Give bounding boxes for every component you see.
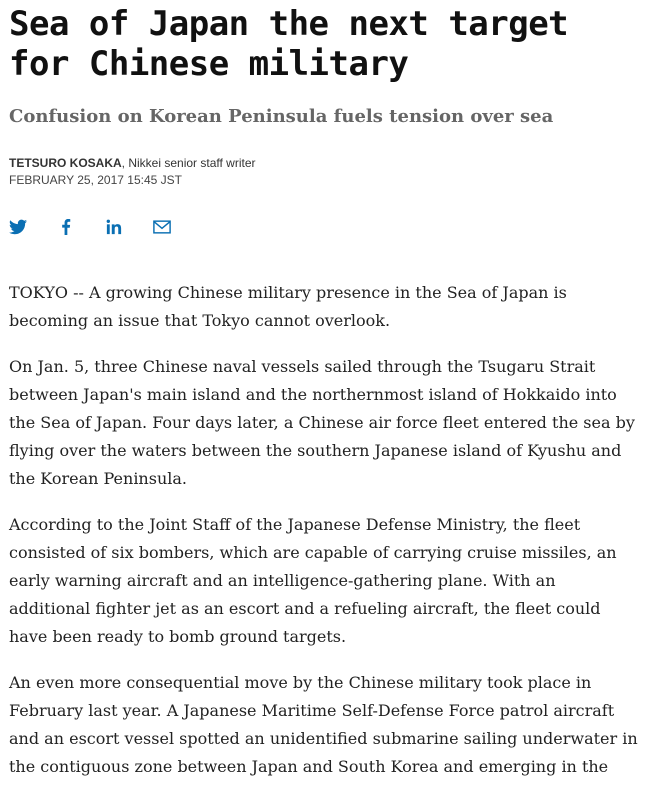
author-name[interactable]: TETSURO KOSAKA — [9, 156, 122, 170]
byline — [9, 155, 639, 189]
article-paragraph: An even more consequential move by the Chinese military took place in February last year. A Japanese Maritime Self-Defense Force patrol aircraft and an escort vessel spotted an unidentified submarine sailing underwater in the contiguous zone between Japan and South Korea and emerging in the — [9, 673, 638, 776]
email-icon — [153, 220, 171, 234]
article-headline: Sea of Japan the next target for Chinese military — [9, 4, 569, 84]
twitter-icon — [9, 219, 27, 235]
share-facebook-button[interactable] — [57, 218, 75, 236]
share-bar — [9, 215, 639, 239]
publish-date: FEBRUARY 25, 2017 15:45 JST — [9, 173, 182, 187]
article-paragraph: On Jan. 5, three Chinese naval vessels sailed through the Tsugaru Strait between Japan's main island and the northernmost island of Hokkaido into the Sea of Japan. Four days later, a Chinese air force fleet entered the sea by flying over the waters between the southern Japanese island of Kyushu and the Korean Peninsula. — [9, 357, 635, 488]
author-role: , Nikkei senior staff writer — [121, 156, 256, 170]
share-email-button[interactable] — [153, 218, 171, 236]
share-linkedin-button[interactable] — [105, 218, 123, 236]
article — [9, 0, 639, 799]
facebook-icon — [61, 219, 71, 235]
article-body — [9, 279, 639, 781]
share-twitter-button[interactable] — [9, 218, 27, 236]
linkedin-icon — [106, 219, 122, 235]
article-paragraph: TOKYO -- A growing Chinese military presence in the Sea of Japan is becoming an issue that Tokyo cannot overlook. — [9, 283, 567, 330]
article-subhead: Confusion on Korean Peninsula fuels tension over sea — [9, 106, 554, 127]
article-paragraph: According to the Joint Staff of the Japanese Defense Ministry, the fleet consisted of six bombers, which are capable of carrying cruise missiles, an early warning aircraft and an intelligence-gathering plane. With an additional fighter jet as an escort and a refueling aircraft, the fleet could have been ready to bomb ground targets. — [9, 515, 617, 646]
